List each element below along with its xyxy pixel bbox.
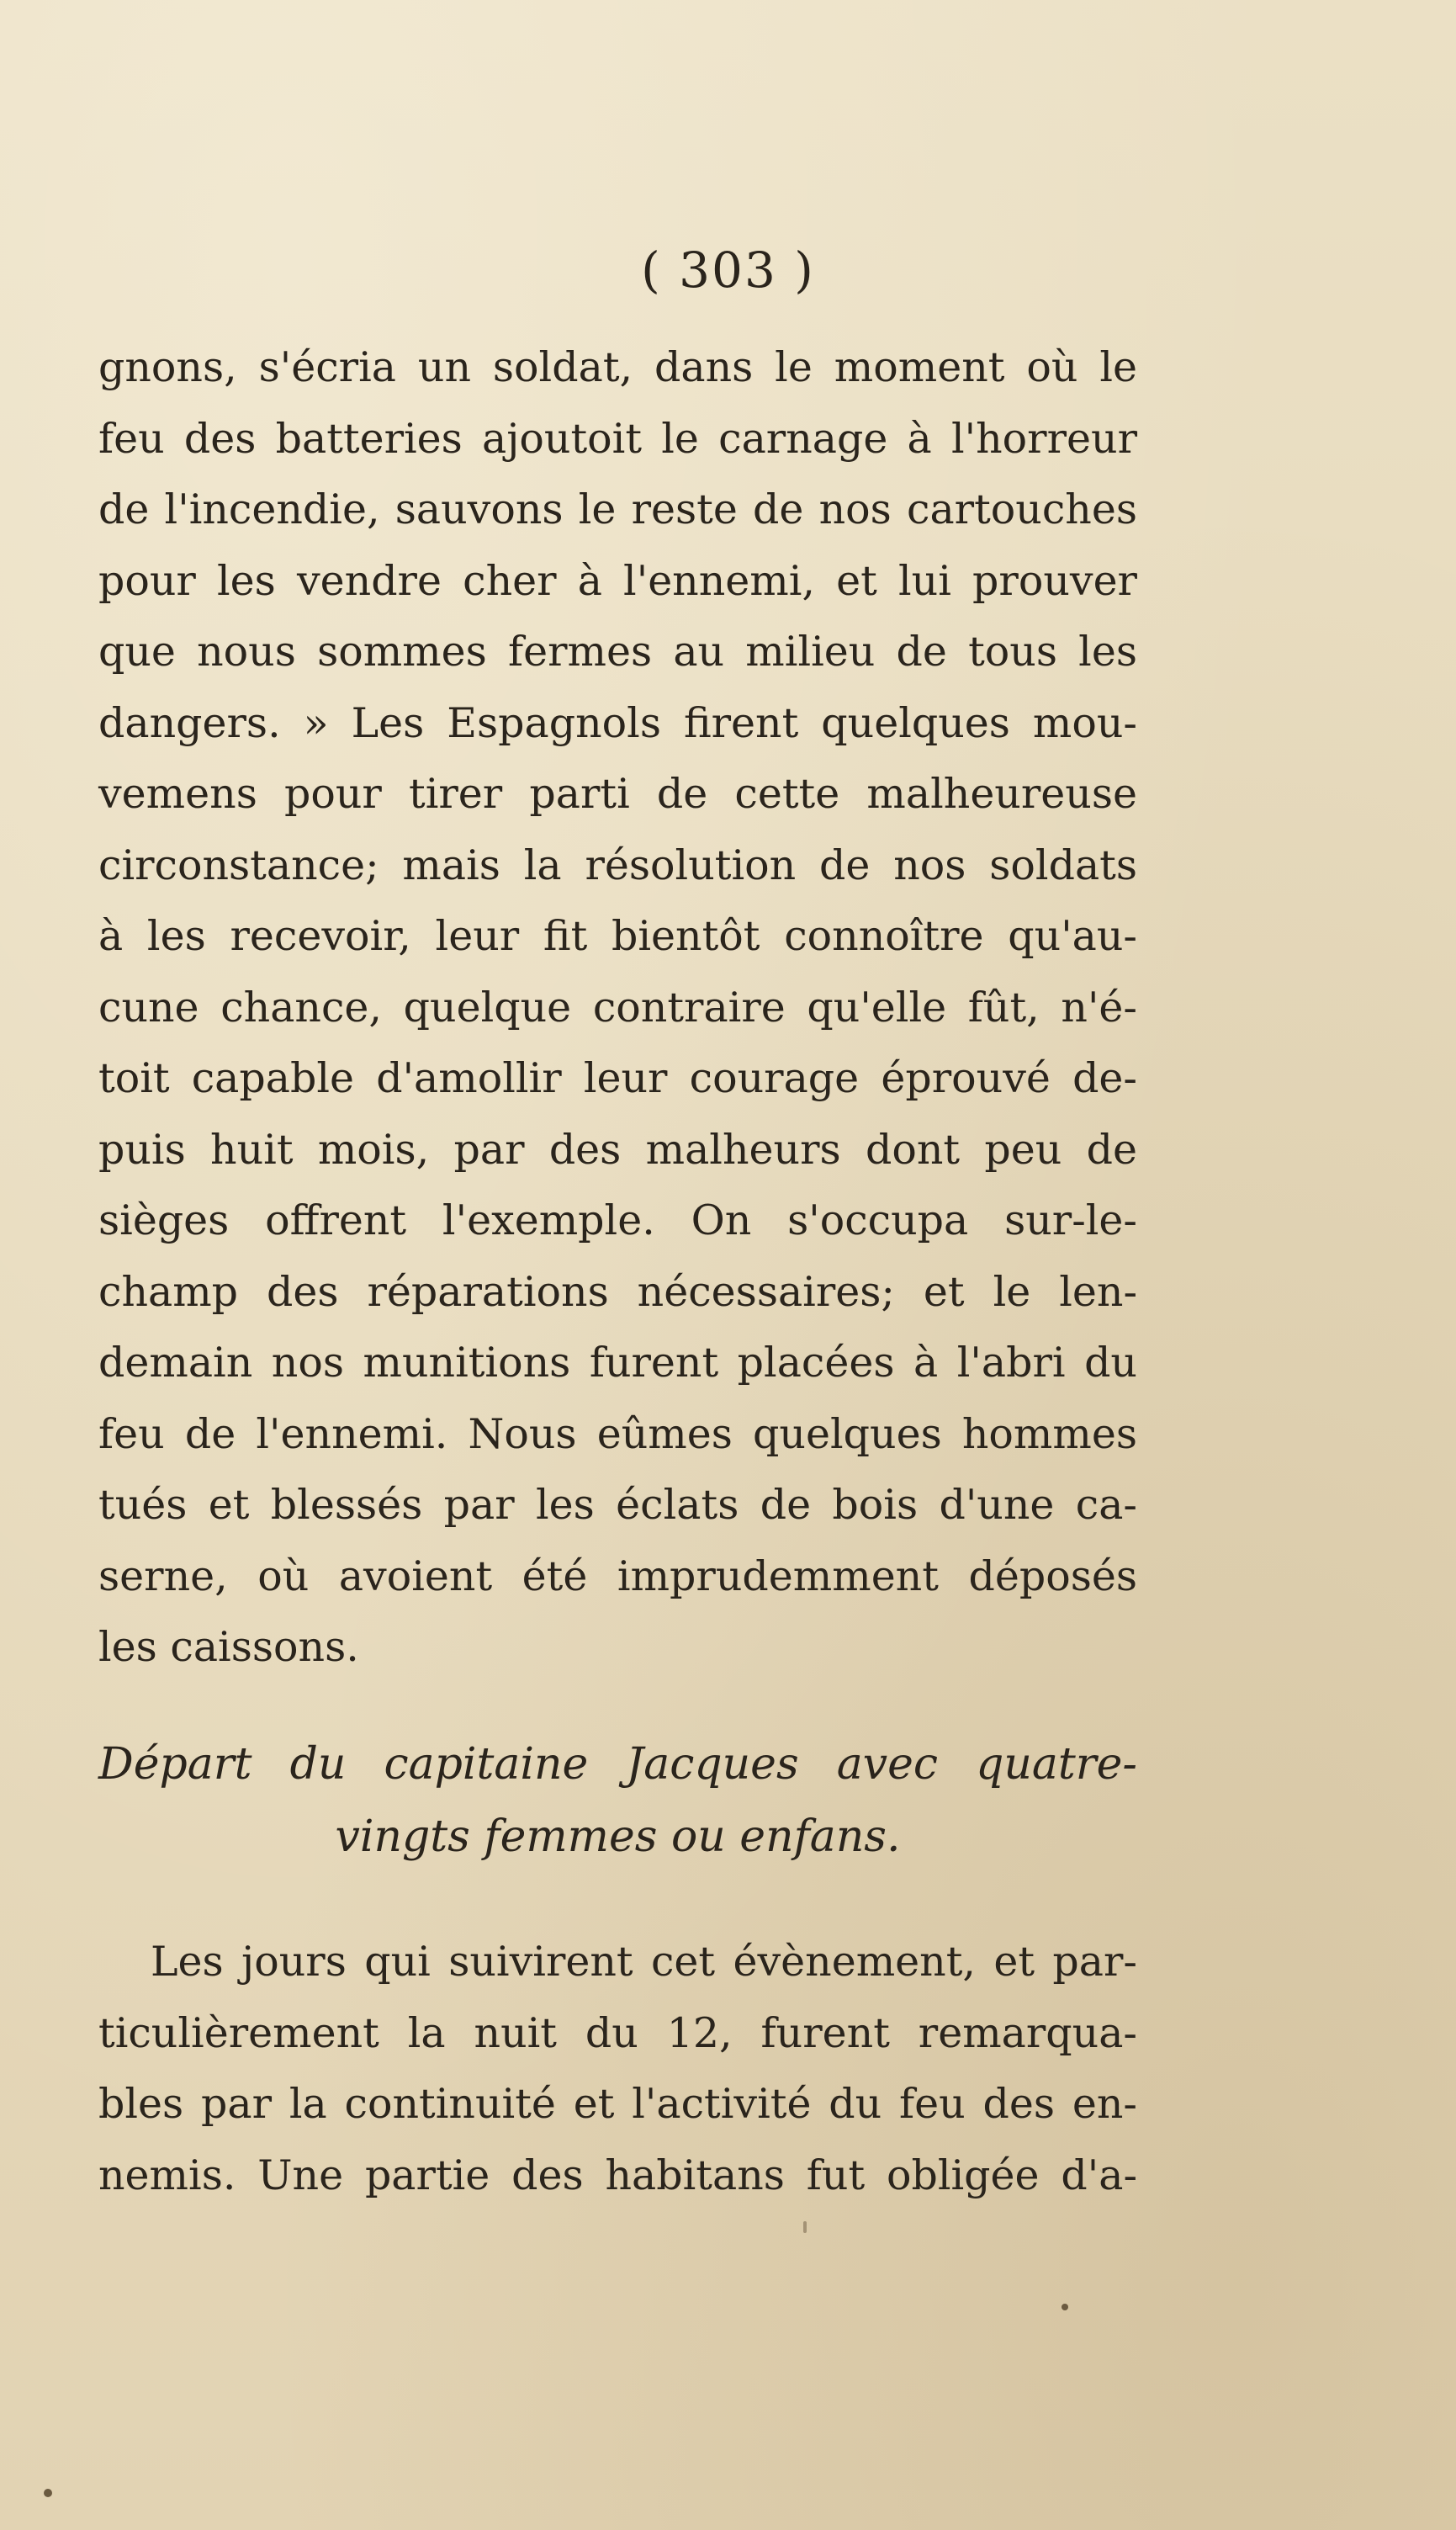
text-line: feu des batteries ajoutoit le carnage à l'horreur bbox=[98, 414, 1137, 463]
paragraph-1 bbox=[98, 332, 1137, 1684]
section-heading-line: Départ du capitaine Jacques avec quatre- bbox=[98, 1739, 1137, 1790]
text-line: cune chance, quelque contraire qu'elle fût, n'é- bbox=[98, 983, 1137, 1032]
paper-speck bbox=[44, 2489, 52, 2497]
text-line: dangers. » Les Espagnols firent quelques mou- bbox=[98, 698, 1137, 747]
text-line: de l'incendie, sauvons le reste de nos cartouches bbox=[98, 485, 1137, 533]
text-line: ticulièrement la nuit du 12, furent remarqua- bbox=[98, 2008, 1137, 2057]
text-line: circonstance; mais la résolution de nos soldats bbox=[98, 841, 1137, 889]
text-line: vemens pour tirer parti de cette malheureuse bbox=[98, 770, 1137, 818]
text-line: à les recevoir, leur fit bientôt connoître qu'au- bbox=[98, 912, 1137, 960]
page-number: ( 303 ) bbox=[641, 241, 815, 299]
paper-speck bbox=[803, 2221, 807, 2233]
section-heading-line: vingts femmes ou enfans. bbox=[335, 1811, 901, 1862]
text-line: les caissons. bbox=[98, 1623, 359, 1671]
text-line: que nous sommes fermes au milieu de tous les bbox=[98, 628, 1137, 676]
paragraph-2 bbox=[98, 1927, 1137, 2211]
text-line: bles par la continuité et l'activité du feu des en- bbox=[98, 2080, 1137, 2128]
text-line: toit capable d'amollir leur courage éprouvé de- bbox=[98, 1054, 1137, 1102]
text-line: pour les vendre cher à l'ennemi, et lui prouver bbox=[98, 556, 1137, 605]
text-line: nemis. Une partie des habitans fut obligée d'a- bbox=[98, 2151, 1137, 2199]
text-line: sièges offrent l'exemple. On s'occupa sur-le- bbox=[98, 1196, 1137, 1244]
paper-speck bbox=[1062, 2304, 1068, 2310]
text-line: puis huit mois, par des malheurs dont peu de bbox=[98, 1125, 1137, 1174]
text-line: gnons, s'écria un soldat, dans le moment où le bbox=[98, 343, 1137, 391]
text-line: Les jours qui suivirent cet évènement, et par- bbox=[151, 1938, 1137, 1986]
text-line: tués et blessés par les éclats de bois d'une ca- bbox=[98, 1481, 1137, 1529]
section-heading bbox=[98, 1728, 1137, 1873]
text-line: champ des réparations nécessaires; et le len- bbox=[98, 1267, 1137, 1316]
text-line: feu de l'ennemi. Nous eûmes quelques hommes bbox=[98, 1409, 1137, 1458]
text-line: serne, où avoient été imprudemment déposés bbox=[98, 1551, 1137, 1600]
text-line: demain nos munitions furent placées à l'abri du bbox=[98, 1339, 1137, 1387]
